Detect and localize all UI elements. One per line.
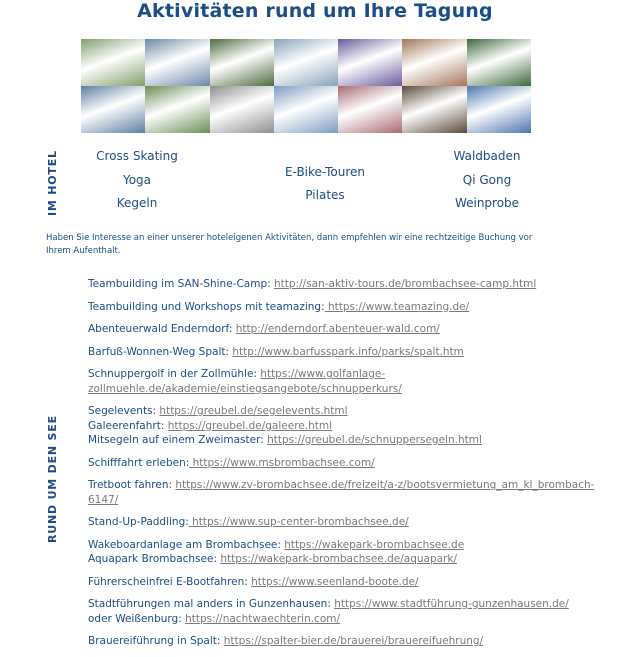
activity-link[interactable]: http://san-aktiv-tours.de/brombachsee-camp.html <box>274 278 537 290</box>
activity-link[interactable]: https://www.sup-center-brombachsee.de/ <box>188 516 409 528</box>
hotel-activity-item: E-Bike-Touren <box>284 165 366 179</box>
activity-photo <box>210 39 274 86</box>
hotel-activity-item: Waldbaden <box>453 149 521 163</box>
activity-link[interactable]: https://spalter-bier.de/brauerei/brauereifuehrung/ <box>223 635 484 647</box>
activity-photo <box>402 39 466 86</box>
activity-name: Segelevents: <box>88 405 160 417</box>
activity-line <box>88 515 608 530</box>
activity-line <box>88 478 608 507</box>
activity-name: Mitsegeln auf einem Zweimaster: <box>88 434 268 446</box>
activity-entry <box>88 515 608 530</box>
activity-entry <box>88 538 608 567</box>
activity-line <box>88 345 608 360</box>
page-title: Aktivitäten rund um Ihre Tagung <box>137 0 493 22</box>
activity-link[interactable]: https://nachtwaechterin.com/ <box>185 612 341 625</box>
activity-line <box>88 367 608 396</box>
activity-line <box>88 575 608 590</box>
activity-photo <box>467 39 531 86</box>
activity-link[interactable]: https://wakepark-brombachsee.de/aquapark/ <box>220 553 457 565</box>
hotel-activity-item: Cross Skating <box>96 149 178 163</box>
activity-line <box>88 322 608 337</box>
activity-name: Galeerenfahrt: <box>88 419 168 432</box>
activity-name: Führerscheinfrei E-Bootfahren: <box>88 575 252 588</box>
activity-entry <box>88 345 608 360</box>
activity-line <box>88 538 608 553</box>
activity-entry <box>88 367 608 396</box>
activity-entry <box>88 456 608 471</box>
activity-photo <box>81 39 145 86</box>
activity-entry <box>88 404 608 448</box>
activity-name: Schnuppergolf in der Zollmühle: <box>88 368 261 380</box>
activity-name: Wakeboardanlage am Brombachsee: <box>88 538 285 551</box>
activity-photo <box>145 39 209 86</box>
activity-name: Abenteuerwald Enderndorf: <box>88 323 236 335</box>
activity-link-list <box>88 277 608 657</box>
activity-line <box>88 300 608 315</box>
activity-name: Schifffahrt erleben: <box>88 456 190 469</box>
activity-photo <box>402 86 466 133</box>
activity-link[interactable]: https://greubel.de/schnuppersegeln.html <box>267 434 482 446</box>
activity-link[interactable]: https://www.zv-brombachsee.de/freizeit/a-z/bootsvermietung_am_kl_brombach-6147/ <box>88 479 595 506</box>
activity-link[interactable]: https://www.teamazing.de/ <box>324 300 470 313</box>
activity-name: Aquapark Brombachsee: <box>88 553 221 565</box>
section-label-im-hotel: IM HOTEL <box>46 150 59 216</box>
hotel-activity-item: Qi Gong <box>462 173 512 187</box>
hotel-activity-item: Yoga <box>122 173 152 187</box>
hotel-activity-item: Kegeln <box>116 196 158 210</box>
activity-link[interactable]: https://www.msbrombachsee.com/ <box>189 456 375 469</box>
activity-photo-collage <box>81 39 531 133</box>
activity-line <box>88 634 608 649</box>
activity-line <box>88 456 608 471</box>
activity-photo <box>467 86 531 133</box>
activity-entry <box>88 597 608 626</box>
activity-photo <box>145 86 209 133</box>
activity-name: oder Weißenburg: <box>88 612 186 625</box>
activity-name: Stand-Up-Paddling: <box>88 516 189 528</box>
hotel-activity-item: Pilates <box>305 188 345 202</box>
activity-line <box>88 433 608 448</box>
activity-photo <box>274 86 338 133</box>
activity-entry <box>88 634 608 649</box>
activity-line <box>88 597 608 612</box>
activity-entry <box>88 277 608 292</box>
activity-entry <box>88 300 608 315</box>
activity-link[interactable]: http://www.barfusspark.info/parks/spalt.htm <box>232 345 464 358</box>
activity-link[interactable]: http://enderndorf.abenteuer-wald.com/ <box>235 323 440 335</box>
activity-name: Tretboot fahren: <box>88 479 176 491</box>
activity-entry <box>88 575 608 590</box>
activity-photo <box>210 86 274 133</box>
section-label-rund-um-den-see: RUND UM DEN SEE <box>46 415 59 543</box>
activity-photo <box>274 39 338 86</box>
activity-name: Brauereiführung in Spalt: <box>88 635 224 647</box>
activity-entry <box>88 478 608 507</box>
activity-line <box>88 419 608 434</box>
activity-line <box>88 552 608 567</box>
activity-entry <box>88 322 608 337</box>
activity-line <box>88 612 608 627</box>
activity-link[interactable]: https://www.golfanlage-zollmuehle.de/akademie/einstiegsangebote/schnupperkurs/ <box>88 368 402 395</box>
activity-link[interactable]: https://wakepark-brombachsee.de <box>284 538 465 551</box>
activity-photo <box>81 86 145 133</box>
activity-link[interactable]: https://greubel.de/segelevents.html <box>159 405 348 417</box>
activity-link[interactable]: https://greubel.de/galeere.html <box>167 419 333 432</box>
activity-link[interactable]: https://www.seenland-boote.de/ <box>251 575 419 588</box>
activity-name: Stadtführungen mal anders in Gunzenhausen: <box>88 598 335 610</box>
activity-photo <box>338 86 402 133</box>
activity-link[interactable]: https://www.stadtführung-gunzenhausen.de/ <box>334 598 569 610</box>
activity-line <box>88 277 608 292</box>
activity-name: Barfuß-Wonnen-Weg Spalt: <box>88 345 233 358</box>
activity-line <box>88 404 608 419</box>
activity-photo <box>338 39 402 86</box>
activity-name: Teambuilding und Workshops mit teamazing: <box>88 300 325 313</box>
activity-name: Teambuilding im SAN-Shine-Camp: <box>88 278 274 290</box>
booking-note: Haben Sie Interesse an einer unserer hoteleigenen Aktivitäten, dann empfehlen wir eine rechtzeitige Buchung vor Ihrem Aufenthalt. <box>46 233 533 256</box>
hotel-activity-item: Weinprobe <box>454 196 520 210</box>
